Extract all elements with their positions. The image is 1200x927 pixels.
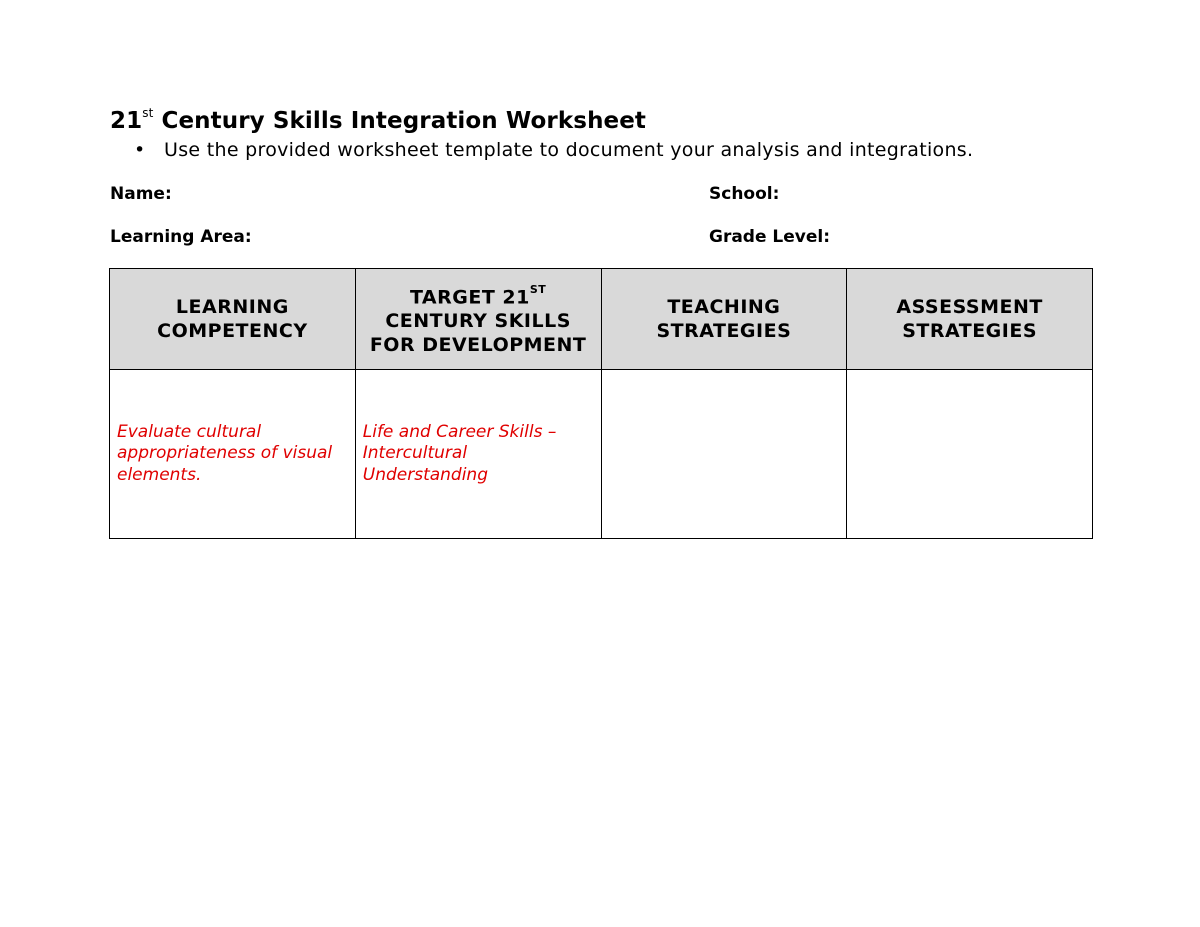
- target-prefix: TARGET 21: [409, 286, 530, 309]
- learning-area-label: Learning Area:: [110, 227, 252, 247]
- page-title: [110, 108, 646, 134]
- table-row: [110, 370, 1093, 539]
- school-label: School:: [709, 184, 780, 204]
- instruction-text: Use the provided worksheet template to document your analysis and integrations.: [164, 139, 974, 161]
- cell-learning-competency[interactable]: Evaluate cultural appropriateness of visual elements.: [110, 370, 356, 539]
- cell-assessment-strategies[interactable]: [847, 370, 1093, 539]
- title-superscript: st: [142, 106, 154, 121]
- cell-teaching-strategies[interactable]: [601, 370, 847, 539]
- header-assessment-strategies: ASSESSMENT STRATEGIES: [847, 269, 1093, 370]
- name-label: Name:: [110, 184, 172, 204]
- header-learning-competency: LEARNING COMPETENCY: [110, 269, 356, 370]
- cell-target-skills[interactable]: Life and Career Skills – Intercultural Understanding: [355, 370, 601, 539]
- table-header-row: [110, 269, 1093, 370]
- header-teaching-strategies: TEACHING STRATEGIES: [601, 269, 847, 370]
- title-rest: Century Skills Integration Worksheet: [153, 108, 647, 134]
- title-prefix: 21: [110, 108, 143, 134]
- target-rest: CENTURY SKILLS FOR DEVELOPMENT: [369, 310, 587, 357]
- grade-level-label: Grade Level:: [709, 227, 831, 247]
- target-superscript: ST: [529, 282, 547, 296]
- skills-table: [109, 268, 1093, 539]
- header-target-skills: [355, 269, 601, 370]
- bullet-icon: •: [134, 139, 146, 161]
